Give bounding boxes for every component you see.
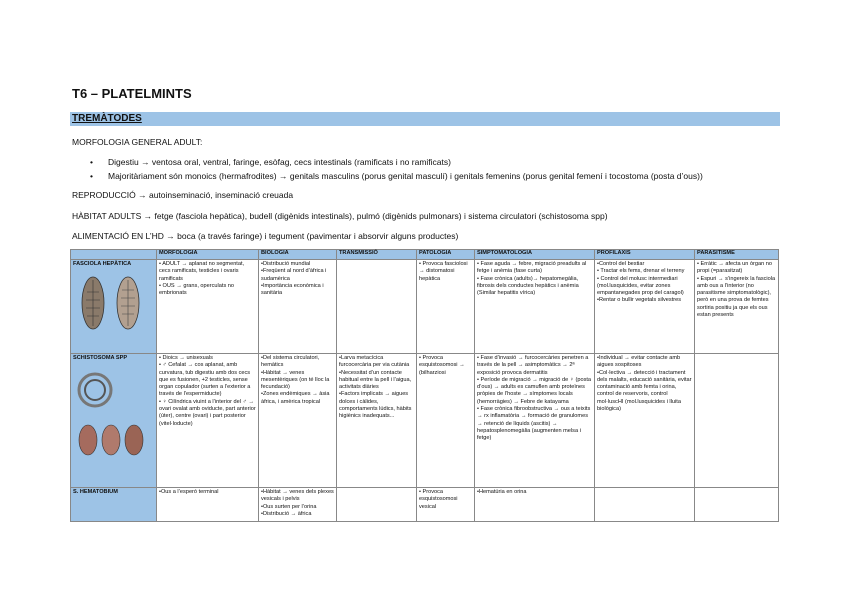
table-cell: •Individual → evitar contacte amb aigues sospitoses •Col·lectiva → detecció i tractament dels malalts, educació sanitària, evitar contaminació amb femta i orina, control de reservoris, control mol·luscHI (mol.lusquicides i lluita biològica) [595,354,695,488]
table-cell: •Hàbitat → venes dels plexes vesicals i pelvis •Ous surten per l’orina •Distribució → àfrica [259,488,337,522]
table-cell: • Fase d’invasió → furcocercàries penetren a través de la pell → asimptomàtics → 2ª exposició provoca dermatitis • Període de migració → migració de ♀ (posta d’ous) → adults es camuflen amb proteïnes pròpies de l’hoste → símptomes locals (hemorràgies) → Febre de katayama • Fase crònica fibroobstructiva → ous a teixits → rx inflamatòria → formació de granulomes → retenció de líquids (ascitis) → hepatosplenomegàlia (augmenten melsa i fetge) [475,354,595,488]
row-name-cell [71,260,157,354]
table-cell: •Del sistema circulatori, hemàtics •Hàbitat → venes mesentèriques (on té lloc la fecundació) •Zones endèmiques → àsia àfrica, i amèrica tropical [259,354,337,488]
table-cell: • Erràtic → afecta un òrgan no propi (=parasitzat) • Espuri → s’ingereix la fasciola amb ous a l’interior (no parasitisme simptomatològic), però en una prova de femtes sortiria positiu ja que els ous estan presents [695,260,779,354]
feeding-line: ALIMENTACIÓ EN L’HD → boca (a través faringe) i tegument (pavimentar i absorvir alguns productes) [72,231,459,241]
table-cell: • Provoca esquistosomosi vesical [417,488,475,522]
table-header-cell: PATOLOGIA [417,250,475,260]
table-cell [337,260,417,354]
table-cell: •Control del bestiar • Tractar els fems, drenar el terreny • Control del molusc intermediari (mol.lusquicides, evitar zones empantanegades prop del caragol) •Rentar o bullir vegetals silvestres [595,260,695,354]
table-header-cell: MORFOLOGIA [157,250,259,260]
row-name-cell [71,354,157,488]
table-cell: • Dioics → unisexuals • ♂ Cefalat → cos aplanat, amb curvatura, tub digestiu amb dos cecs que es fusionen, +2 testicles, sense organ copulador (surten a l’exterior a través de l’espermiducte) • ♀ Cilíndrica viuint a l’interior del ♂ → ovari ovalat amb oviducte, part anterior (úter), centre (ovari) i part posterior (vitel·loducte) [157,354,259,488]
table-cell [337,488,417,522]
table-header-cell: TRANSMISSIÓ [337,250,417,260]
table-cell: • Fase aguda → febre, migració preadults al fetge i anèmia (fase curta) • Fase crònica (adults)→ hepatomegàlia, fibrosis dels conductes hepàtics i anèmia (Similar hepatitis vírica) [475,260,595,354]
table-header-cell: SIMPTOMATOLOGIA [475,250,595,260]
trematodes-table [70,249,779,522]
morphology-heading: MORFOLOGIA GENERAL ADULT: [72,137,203,147]
document-title: T6 – PLATELMINTS [72,86,192,101]
row-name: SCHISTOSOMA SPP [73,355,128,361]
table-cell [695,488,779,522]
morphology-list [90,155,703,183]
list-item: • Digestiu → ventosa oral, ventral, faringe, esòfag, cecs intestinals (ramificats i no ramificats) [90,155,703,169]
row-name: FASCIOLA HEPÀTICA [73,261,132,267]
table-cell: •Hematúria en orina [475,488,595,522]
fasciola-illustration [73,274,154,335]
table-cell: • ADULT → aplanat no segmentat, cecs ramificats, testicles i ovaris ramificats • OUS → grans, operculats no embrionats [157,260,259,354]
table-header-cell: PROFILAXIS [595,250,695,260]
table-cell: • Provoca esquistosomosi → (bilharziosi [417,354,475,488]
row-name-cell: S. HEMATOBIUM [71,488,157,522]
schistosoma-illustration [73,368,154,467]
table-cell: • Provoca fasciolosi → distomatosi hepàtica [417,260,475,354]
table-row [71,488,779,522]
table-row [71,354,779,488]
table-cell: •Ous a l’esperó terminal [157,488,259,522]
table-header-row [71,250,779,260]
table-cell: •Distribució mundial •Freqüent al nord d’àfrica i sudamèrica •Importància econòmica i sanitària [259,260,337,354]
list-item: • Majoritàriament són monoics (hermafrodites) → genitals masculins (porus genital masculí) i genitals femenins (porus genital femení i tocostoma (posta d’ous)) [90,169,703,183]
table-cell: •Larva metacícica furcocercària per via cutània •Necessitat d’un contacte habitual entre la pell i l’aigua, activitats diàries •Factors implicats → aigues dolces i càlides, comportaments lúdics, hàbits higiènics inadequats... [337,354,417,488]
table-header-cell [71,250,157,260]
table-header-cell: BIOLOGIA [259,250,337,260]
habitat-line: HÀBITAT ADULTS → fetge (fasciola hepàtica), budell (digènids intestinals), pulmó (digènids pulmonars) i sistema circulatori (schistosoma spp) [72,211,608,221]
table-header-cell: PARASITISME [695,250,779,260]
table-cell [595,488,695,522]
reproduction-line: REPRODUCCIÓ → autoinseminació, inseminació creuada [72,190,294,200]
table-cell [695,354,779,488]
section-heading: TREMÀTODES [70,112,780,126]
table-row [71,260,779,354]
